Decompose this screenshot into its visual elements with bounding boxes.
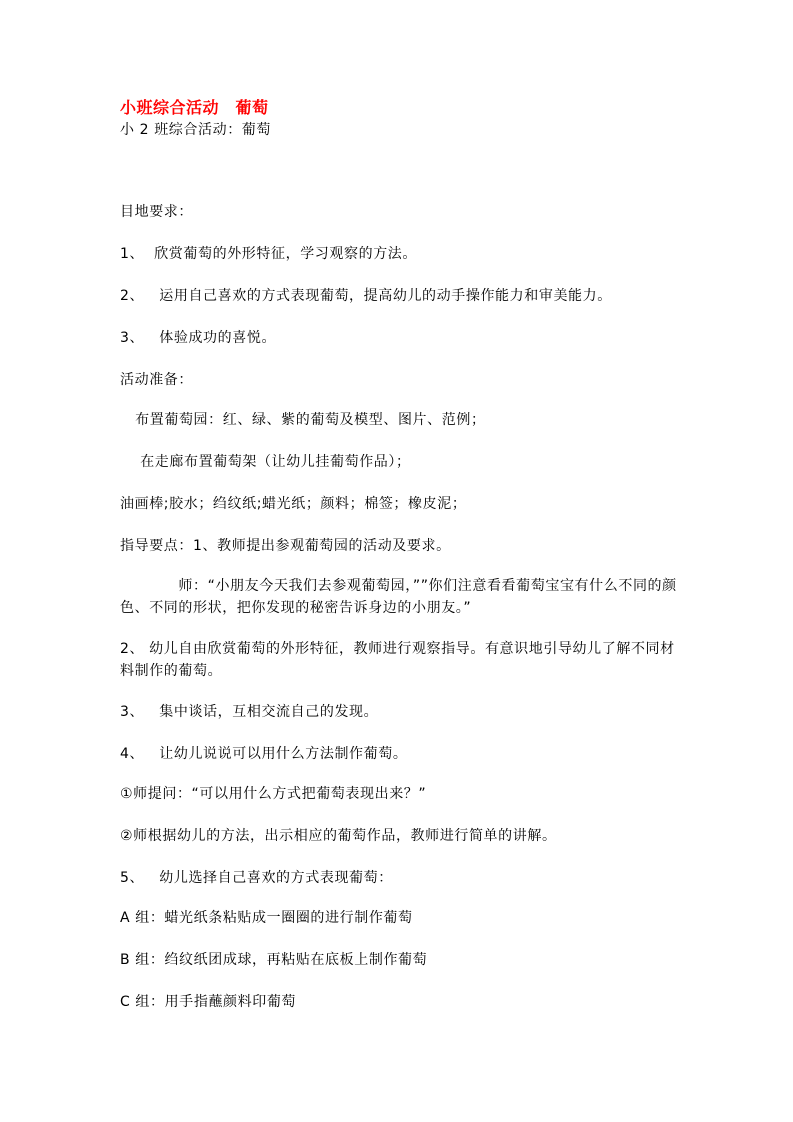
prep-item-1: 布置葡萄园：红、绿、紫的葡萄及模型、图片、范例； [120,412,486,428]
guide-point-1: 指导要点：1、教师提出参观葡萄园的活动及要求。 [120,538,451,554]
goal-item-3: 3、 体验成功的喜悦。 [120,330,277,346]
prep-heading: 活动准备： [120,372,193,388]
goal-item-1: 1、 欣赏葡萄的外形特征，学习观察的方法。 [120,246,418,262]
goal-heading: 目地要求： [120,204,193,220]
prep-item-2: 在走廊布置葡萄架（让幼儿挂葡萄作品）； [120,454,411,470]
document-title: 小班综合活动 葡萄 [120,98,269,117]
teacher-quote: 师：“小朋友今天我们去参观葡萄园，””你们注意看看葡萄宝宝有什么不同的颜色、不同的形状，把你发现的秘密告诉身边的小朋友。” [120,578,677,616]
group-a: A 组：蜡光纸条粘贴成一圈圈的进行制作葡萄 [120,910,413,926]
step-5: 5、 幼儿选择自己喜欢的方式表现葡萄： [120,870,393,886]
goal-item-2: 2、 运用自己喜欢的方式表现葡萄，提高幼儿的动手操作能力和审美能力。 [120,288,612,304]
prep-item-3: 油画棒;胶水；绉纹纸;蜡光纸；颜料；棉签；橡皮泥； [120,496,467,512]
step-4: 4、 让幼儿说说可以用什么方法制作葡萄。 [120,746,408,762]
step-4-question: ①师提问：“可以用什么方式把葡萄表现出来？” [120,786,427,802]
step-4-explanation: ②师根据幼儿的方法，出示相应的葡萄作品，教师进行简单的讲解。 [120,828,557,844]
group-c: C 组：用手指蘸颜料印葡萄 [120,994,297,1010]
document-subtitle: 小 2 班综合活动：葡萄 [120,122,272,138]
step-3: 3、 集中谈话，互相交流自己的发现。 [120,704,379,720]
group-b: B 组：绉纹纸团成球，再粘贴在底板上制作葡萄 [120,952,428,968]
step-2: 2、 幼儿自由欣赏葡萄的外形特征，教师进行观察指导。有意识地引导幼儿了解不同材料制作的葡萄。 [120,641,675,679]
